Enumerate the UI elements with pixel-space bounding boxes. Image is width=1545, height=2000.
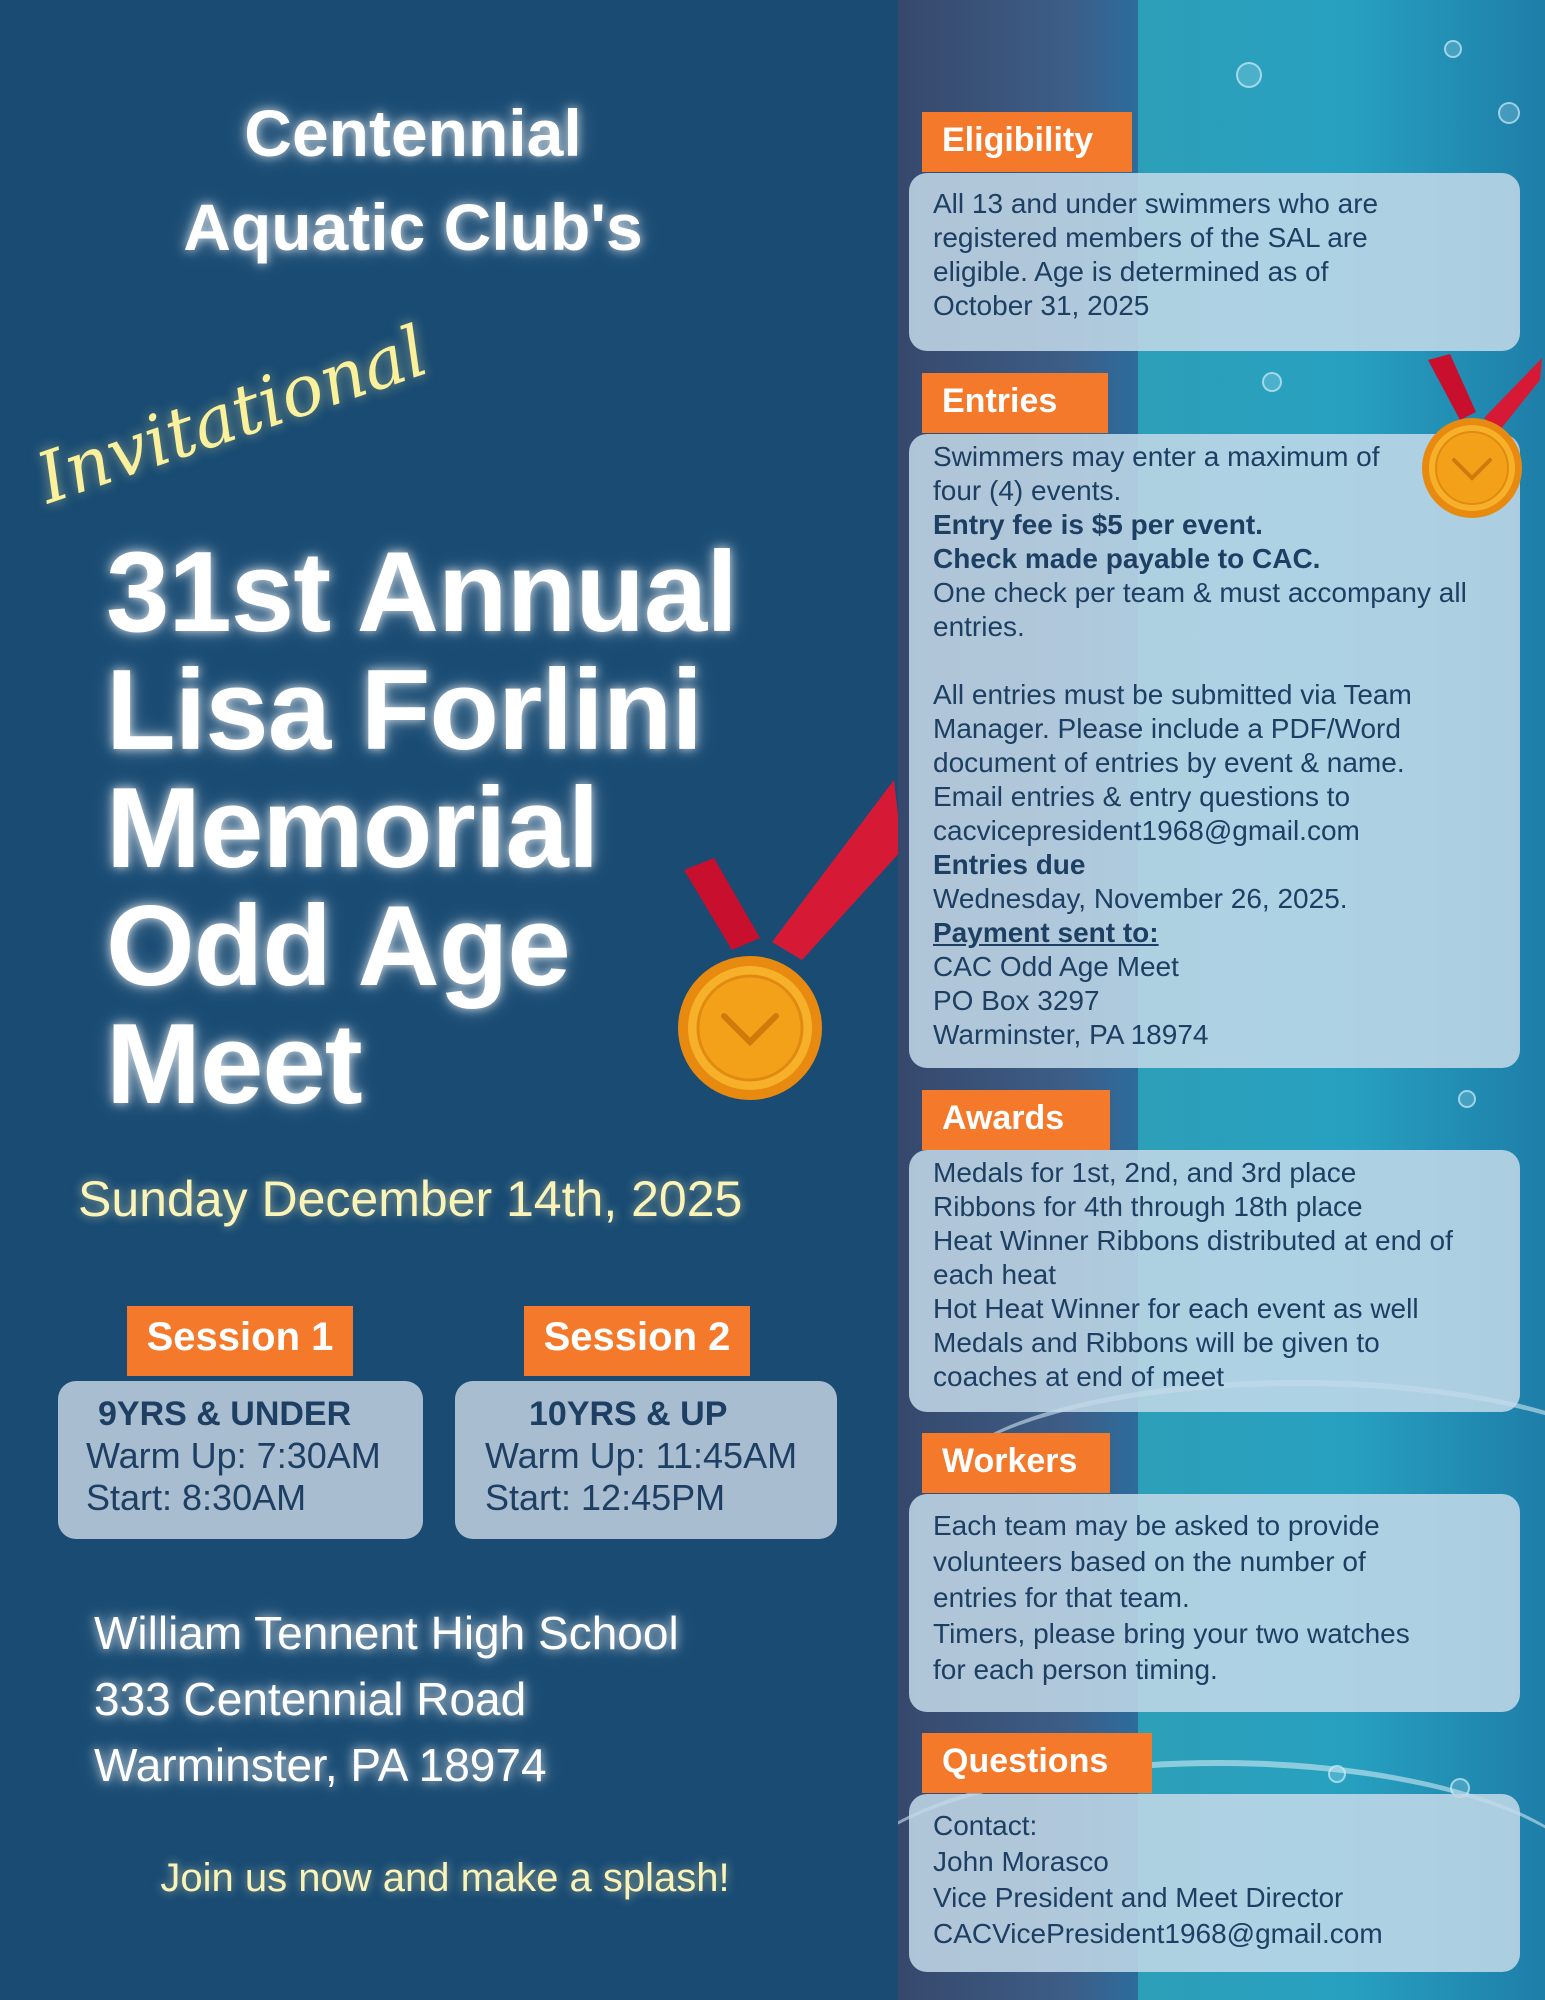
club-title-line1: Centennial [244, 96, 582, 170]
questions-tab: Questions [922, 1733, 1152, 1793]
payment-address: Warminster, PA 18974 [933, 1019, 1209, 1050]
eligibility-line: October 31, 2025 [933, 290, 1150, 321]
questions-contact-name: John Morasco [933, 1846, 1109, 1877]
session-2-box [455, 1381, 837, 1539]
eligibility-line: registered members of the SAL are [933, 222, 1368, 253]
bubble [1458, 1090, 1476, 1108]
payment-address: PO Box 3297 [933, 985, 1100, 1016]
session-2-start: Start: 12:45PM [485, 1477, 726, 1518]
entries-line: One check per team & must accompany all [933, 577, 1467, 608]
questions-line: Contact: [933, 1810, 1038, 1841]
awards-line: Hot Heat Winner for each event as well [933, 1293, 1419, 1324]
entries-line: Manager. Please include a PDF/Word [933, 713, 1401, 744]
eligibility-line: eligible. Age is determined as of [933, 256, 1329, 287]
awards-tab: Awards [922, 1090, 1110, 1150]
club-title [0, 86, 826, 274]
entries-fee: Entry fee is $5 per event. [933, 509, 1263, 540]
entries-email: cacvicepresident1968@gmail.com [933, 815, 1360, 846]
meet-title-line: Meet [106, 1001, 362, 1128]
awards-line: Ribbons for 4th through 18th place [933, 1191, 1363, 1222]
entries-due-date: Wednesday, November 26, 2025. [933, 883, 1348, 914]
payment-address: CAC Odd Age Meet [933, 951, 1179, 982]
awards-line: coaches at end of meet [933, 1361, 1225, 1392]
questions-contact-email: CACVicePresident1968@gmail.com [933, 1918, 1383, 1949]
eligibility-card [909, 173, 1520, 351]
questions-contact-role: Vice President and Meet Director [933, 1882, 1344, 1913]
entries-line: document of entries by event & name. [933, 747, 1405, 778]
session-2-age: 10YRS & UP [529, 1395, 728, 1433]
workers-card [909, 1494, 1520, 1712]
entries-line: Email entries & entry questions to [933, 781, 1351, 812]
session-1-box [58, 1381, 423, 1539]
venue-address [94, 1600, 679, 1798]
venue-street: 333 Centennial Road [94, 1673, 527, 1725]
entries-line: All entries must be submitted via Team [933, 679, 1412, 710]
awards-line: each heat [933, 1259, 1056, 1290]
bubble [1444, 40, 1462, 58]
workers-tab: Workers [922, 1433, 1110, 1493]
session-1-start: Start: 8:30AM [86, 1477, 307, 1518]
medal-icon [1420, 350, 1545, 520]
meet-date: Sunday December 14th, 2025 [78, 1171, 743, 1227]
entries-card [909, 434, 1520, 1068]
meet-title-line: 31st Annual [106, 529, 737, 656]
session-2-tab: Session 2 [524, 1306, 750, 1376]
workers-line: Timers, please bring your two watches [933, 1618, 1410, 1649]
workers-line: for each person timing. [933, 1654, 1218, 1685]
club-title-line2: Aquatic Club's [183, 190, 643, 264]
bubble [1236, 62, 1262, 88]
session-1-tab: Session 1 [127, 1306, 353, 1376]
entries-spacer [933, 644, 1500, 678]
venue-city: Warminster, PA 18974 [94, 1739, 547, 1791]
awards-line: Medals for 1st, 2nd, and 3rd place [933, 1157, 1357, 1188]
session-2-warmup: Warm Up: 11:45AM [485, 1435, 798, 1476]
payment-label: Payment sent to: [933, 917, 1159, 948]
session-1-warmup: Warm Up: 7:30AM [86, 1435, 381, 1476]
questions-card [909, 1794, 1520, 1972]
awards-line: Heat Winner Ribbons distributed at end of [933, 1225, 1453, 1256]
entries-due-label: Entries due [933, 849, 1086, 880]
bubble [1498, 102, 1520, 124]
entries-line: entries. [933, 611, 1025, 642]
venue-name: William Tennent High School [94, 1607, 679, 1659]
workers-line: volunteers based on the number of [933, 1546, 1366, 1577]
entries-line: four (4) events. [933, 475, 1122, 506]
workers-line: Each team may be asked to provide [933, 1510, 1380, 1541]
tagline: Join us now and make a splash! [160, 1856, 730, 1900]
entries-line: Swimmers may enter a maximum of [933, 441, 1380, 472]
meet-title-line: Lisa Forlini [106, 647, 703, 774]
meet-title-line: Odd Age [106, 883, 570, 1010]
entries-check: Check made payable to CAC. [933, 543, 1321, 574]
workers-line: entries for that team. [933, 1582, 1190, 1613]
medal-icon [672, 780, 902, 1110]
eligibility-line: All 13 and under swimmers who are [933, 188, 1379, 219]
awards-card [909, 1150, 1520, 1412]
bubble [1262, 372, 1282, 392]
invitational-script: Invitational [26, 309, 438, 520]
awards-line: Medals and Ribbons will be given to [933, 1327, 1380, 1358]
entries-tab: Entries [922, 373, 1108, 433]
session-1-age: 9YRS & UNDER [98, 1395, 352, 1433]
meet-title [106, 529, 737, 1128]
meet-title-line: Memorial [106, 765, 599, 892]
eligibility-tab: Eligibility [922, 112, 1132, 172]
